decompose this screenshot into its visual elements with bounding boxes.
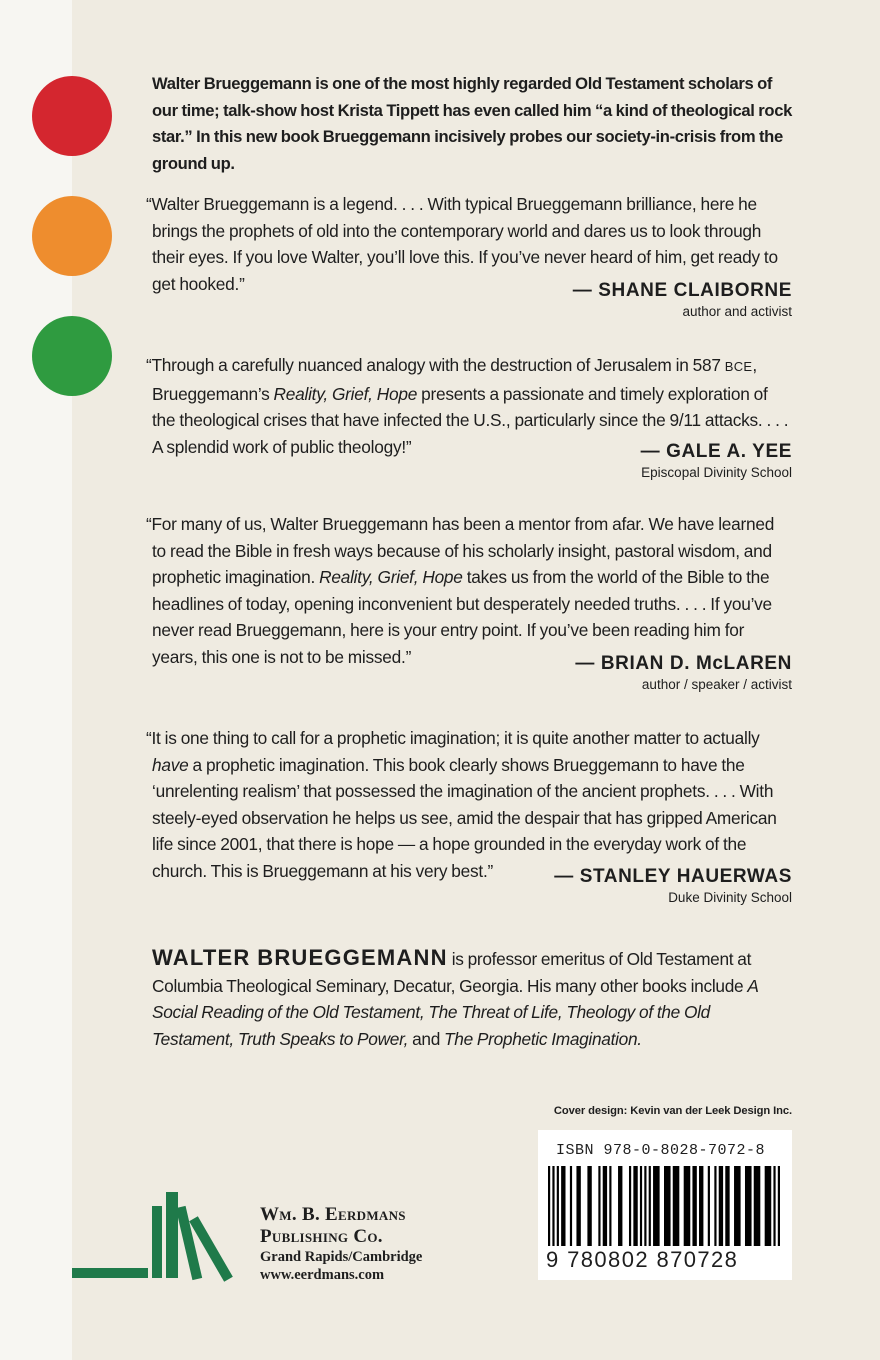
barcode-bar bbox=[754, 1166, 761, 1246]
barcode-bar bbox=[640, 1166, 642, 1246]
barcode-bar bbox=[576, 1166, 580, 1246]
isbn-label: ISBN 978-0-8028-7072-8 bbox=[556, 1142, 766, 1159]
barcode-bar bbox=[649, 1166, 651, 1246]
barcode-bar bbox=[644, 1166, 646, 1246]
publisher-website: www.eerdmans.com bbox=[260, 1267, 385, 1283]
green-circle-icon bbox=[32, 316, 112, 396]
quote-text: “Through a carefully nuanced analogy with the destruction of Jerusalem in 587 bbox=[146, 355, 725, 375]
author-name: WALTER BRUEGGEMANN bbox=[152, 945, 448, 970]
era-abbreviation: BCE bbox=[724, 359, 753, 374]
publisher-name-line-2: Publishing Co. bbox=[260, 1226, 383, 1247]
barcode-bar bbox=[603, 1166, 607, 1246]
endorsement-quote-3 bbox=[146, 511, 792, 671]
barcode-bar bbox=[618, 1166, 622, 1246]
book-title: Reality, Grief, Hope bbox=[273, 383, 418, 404]
quote-text: presents a passionate and timely exploration of the theological crises that have infected the U.S., particularly since the 9/11 attacks. . . . A splendid work of public theology!” bbox=[152, 383, 789, 457]
endorsement-attribution-2 bbox=[641, 440, 792, 481]
barcode-bar bbox=[557, 1166, 559, 1246]
publisher-name-line-1: Wm. B. Eerdmans bbox=[260, 1204, 406, 1225]
intro-paragraph: Walter Brueggemann is one of the most highly regarded Old Testament scholars of our time; talk-show host Krista Tippett has even called him “a kind of theological rock star.” In this new book Brueggemann incisively probes our society-in-crisis from the ground up. bbox=[152, 74, 792, 173]
barcode-bar bbox=[734, 1166, 741, 1246]
barcode-bar bbox=[699, 1166, 703, 1246]
quote-text: “Walter Brueggemann is a legend. . . . With typical Brueggemann brilliance, here he brings the prophets of old into the contemporary world and dares us to look through their eyes. If you love Walter, you’ll love this. If you’ve never heard of him, get ready to get hooked.” bbox=[146, 194, 778, 294]
endorsement-attribution-3 bbox=[575, 652, 792, 693]
book-title: Reality, Grief, Hope bbox=[319, 567, 463, 588]
barcode-bar bbox=[653, 1166, 660, 1246]
endorser-name: — STANLEY HAUERWAS bbox=[554, 866, 792, 887]
emphasis: have bbox=[152, 754, 189, 775]
endorsement-quote-4 bbox=[146, 725, 792, 885]
publisher-imprint bbox=[260, 1204, 422, 1284]
bio-text: is professor emeritus of Old Testament at Columbia Theological Seminary, Decatur, Georgia. His many other books include bbox=[152, 949, 752, 996]
barcode-bar bbox=[570, 1166, 572, 1246]
barcode-bar bbox=[673, 1166, 680, 1246]
cover-design-credit: Cover design: Kevin van der Leek Design Inc. bbox=[553, 1105, 792, 1117]
book-list: A Social Reading of the Old Testament, The Threat of Life, Theology of the Old Testament, Truth Speaks to Power, bbox=[152, 975, 758, 1049]
endorser-name: — BRIAN D. McLAREN bbox=[575, 653, 792, 674]
endorsement-attribution-1 bbox=[573, 279, 792, 320]
quote-text: takes us from the world of the Bible to the headlines of today, opening inconvenient but desperately needed truths. . . . If you’ve never read Brueggemann, here is your entry point. If you’ve been reading him for years, this one is not to be missed.” bbox=[152, 567, 772, 667]
isbn-barcode bbox=[538, 1130, 792, 1280]
barcode-bar bbox=[725, 1166, 729, 1246]
barcode-bar bbox=[714, 1166, 716, 1246]
endorser-affiliation: author / speaker / activist bbox=[641, 677, 792, 692]
endorsement-attribution-4 bbox=[554, 865, 792, 906]
barcode-bar bbox=[719, 1166, 723, 1246]
barcode-bar bbox=[664, 1166, 671, 1246]
isbn-number: 9 780802 870728 bbox=[546, 1247, 739, 1272]
barcode-bar bbox=[765, 1166, 772, 1246]
barcode-bar bbox=[548, 1166, 550, 1246]
publisher-location: Grand Rapids/Cambridge bbox=[260, 1249, 423, 1265]
quote-text: a prophetic imagination. This book clearly shows Brueggemann to have the ‘unrelenting realism’ that possessed the imagination of the ancient prophets. . . . With steely-eyed observation he helps us see, amid the despair that has gripped American life since 2001, that there is hope — a hope grounded in the everyday work of the church. This is Brueggemann at his very best.” bbox=[152, 754, 777, 881]
barcode-icon bbox=[548, 1166, 782, 1250]
author-bio bbox=[152, 945, 792, 1052]
barcode-bar bbox=[745, 1166, 752, 1246]
barcode-bar bbox=[633, 1166, 637, 1246]
barcode-bar bbox=[629, 1166, 631, 1246]
red-circle-icon bbox=[32, 76, 112, 156]
bio-text: and bbox=[408, 1028, 445, 1049]
barcode-bar bbox=[561, 1166, 565, 1246]
endorser-affiliation: Episcopal Divinity School bbox=[641, 465, 792, 480]
quote-text: , Brueggemann’s bbox=[152, 355, 757, 404]
endorser-affiliation: author and activist bbox=[682, 304, 792, 319]
endorser-affiliation: Duke Divinity School bbox=[668, 890, 792, 905]
quote-text: “For many of us, Walter Brueggemann has been a mentor from afar. We have learned to read the Bible in fresh ways because of his scholarly insight, pastoral wisdom, and prophetic imagination. bbox=[146, 514, 775, 588]
endorser-name: — SHANE CLAIBORNE bbox=[572, 280, 792, 301]
barcode-bar bbox=[773, 1166, 775, 1246]
barcode-bar bbox=[708, 1166, 710, 1246]
endorser-name: — GALE A. YEE bbox=[640, 441, 792, 462]
book-title: The Prophetic Imagination. bbox=[444, 1028, 642, 1049]
barcode-bar bbox=[778, 1166, 780, 1246]
publisher-logo-icon bbox=[72, 1188, 248, 1284]
barcode-bar bbox=[552, 1166, 554, 1246]
orange-circle-icon bbox=[32, 196, 112, 276]
barcode-bar bbox=[587, 1166, 591, 1246]
quote-text: “It is one thing to call for a prophetic imagination; it is quite another matter to actually bbox=[146, 728, 760, 748]
barcode-bar bbox=[692, 1166, 696, 1246]
barcode-bar bbox=[684, 1166, 691, 1246]
barcode-bar bbox=[609, 1166, 611, 1246]
barcode-bar bbox=[598, 1166, 600, 1246]
